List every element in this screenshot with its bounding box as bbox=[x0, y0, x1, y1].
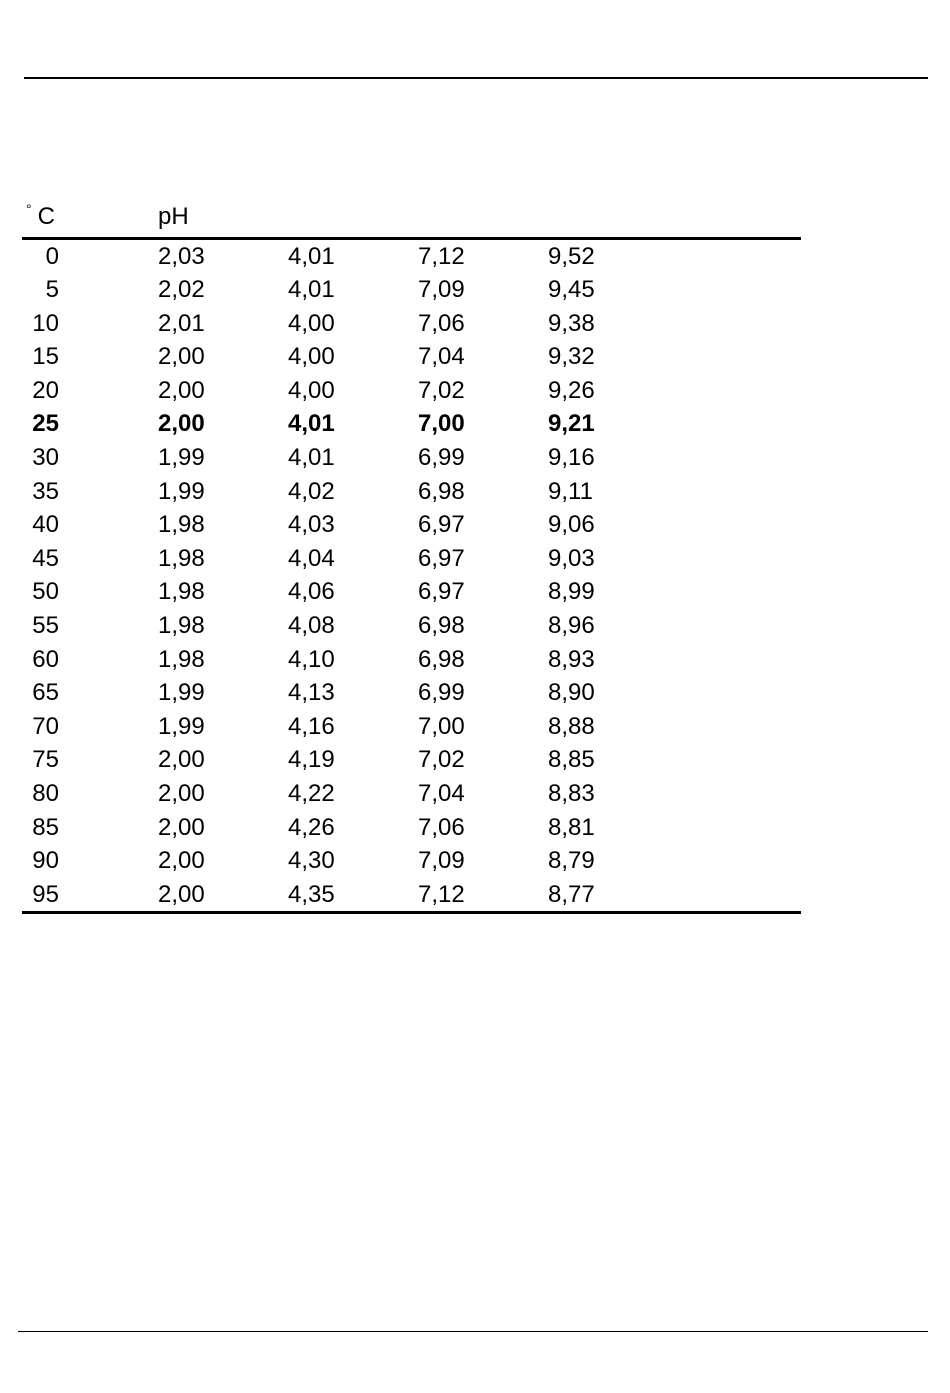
ph-buffer-4-cell: 4,00 bbox=[288, 343, 335, 371]
ph-buffer-9-cell: 8,81 bbox=[548, 813, 595, 841]
ph-buffer-4-cell: 4,00 bbox=[288, 376, 335, 404]
empty-header-cell bbox=[418, 201, 548, 238]
ph-buffer-4-cell: 4,35 bbox=[288, 878, 418, 913]
empty-cell bbox=[678, 238, 801, 273]
ph-buffer-7-cell: 6,98 bbox=[418, 645, 465, 673]
temperature-cell: 80 bbox=[32, 780, 59, 807]
empty-cell bbox=[678, 374, 801, 408]
empty-cell bbox=[678, 407, 801, 441]
temperature-cell: 20 bbox=[32, 376, 59, 404]
ph-buffer-7-cell: 7,04 bbox=[418, 780, 465, 807]
table-row bbox=[22, 508, 801, 542]
ph-buffer-9-cell: 9,21 bbox=[548, 410, 595, 438]
ph-buffer-9-cell: 9,45 bbox=[548, 276, 595, 304]
table-row bbox=[22, 643, 801, 677]
ph-buffer-2-cell: 2,00 bbox=[158, 780, 205, 807]
degree-symbol: ° bbox=[26, 200, 32, 217]
table-row bbox=[22, 238, 801, 273]
ph-buffer-9-cell: 9,52 bbox=[548, 242, 595, 270]
table-row bbox=[22, 676, 801, 710]
ph-buffer-4-cell: 4,01 bbox=[288, 242, 335, 270]
ph-buffer-4-cell: 4,13 bbox=[288, 679, 335, 707]
table-row bbox=[22, 475, 801, 509]
ph-buffer-2-cell: 1,99 bbox=[158, 444, 205, 472]
temperature-cell: 90 bbox=[32, 847, 59, 875]
ph-buffer-4-cell: 4,01 bbox=[288, 276, 335, 304]
temperature-cell: 25 bbox=[32, 410, 59, 438]
table-row bbox=[22, 374, 801, 408]
ph-buffer-2-cell: 1,99 bbox=[158, 712, 205, 740]
ph-buffer-7-cell: 6,97 bbox=[418, 544, 465, 572]
temperature-cell: 45 bbox=[32, 544, 59, 572]
empty-cell bbox=[678, 777, 801, 811]
ph-buffer-7-cell: 6,99 bbox=[418, 679, 465, 707]
temperature-cell: 70 bbox=[32, 712, 59, 740]
table-row bbox=[22, 575, 801, 609]
ph-buffer-4-cell: 4,22 bbox=[288, 780, 335, 807]
temperature-unit: C bbox=[37, 202, 55, 230]
ph-buffer-2-cell: 1,98 bbox=[158, 612, 205, 640]
ph-buffer-2-cell: 2,01 bbox=[158, 309, 205, 337]
temperature-cell: 75 bbox=[32, 746, 59, 774]
ph-buffer-9-cell: 8,83 bbox=[548, 780, 595, 807]
ph-buffer-7-cell: 6,97 bbox=[418, 578, 465, 606]
empty-cell bbox=[678, 844, 801, 878]
table-row bbox=[22, 542, 801, 576]
table-row bbox=[22, 811, 801, 845]
temperature-cell: 10 bbox=[32, 309, 59, 337]
ph-buffer-9-cell: 8,96 bbox=[548, 612, 595, 640]
ph-buffer-7-cell: 6,98 bbox=[418, 612, 465, 640]
temperature-cell: 50 bbox=[32, 578, 59, 606]
table-row bbox=[22, 777, 801, 811]
ph-buffer-9-cell: 8,90 bbox=[548, 679, 595, 707]
temperature-cell: 60 bbox=[32, 645, 59, 673]
ph-buffer-2-cell: 2,00 bbox=[158, 376, 205, 404]
table-header bbox=[22, 201, 801, 238]
ph-buffer-2-cell: 1,98 bbox=[158, 511, 205, 539]
ph-buffer-4-cell: 4,16 bbox=[288, 712, 335, 740]
empty-cell bbox=[678, 710, 801, 744]
table-row bbox=[22, 878, 801, 913]
table-row-reference-temperature bbox=[22, 407, 801, 441]
temperature-cell: 0 bbox=[45, 242, 59, 270]
ph-buffer-2-cell: 2,00 bbox=[158, 847, 205, 875]
ph-buffer-7-cell: 7,09 bbox=[418, 276, 465, 304]
ph-buffer-2-cell: 2,00 bbox=[158, 878, 288, 913]
ph-buffer-2-cell: 1,99 bbox=[158, 477, 205, 505]
table-header-row bbox=[22, 201, 801, 238]
ph-buffer-2-cell: 1,98 bbox=[158, 544, 205, 572]
ph-buffer-4-cell: 4,08 bbox=[288, 612, 335, 640]
ph-buffer-4-cell: 4,10 bbox=[288, 645, 335, 673]
ph-buffer-7-cell: 7,00 bbox=[418, 712, 465, 740]
ph-buffer-4-cell: 4,04 bbox=[288, 544, 335, 572]
table-row bbox=[22, 340, 801, 374]
ph-buffer-2-cell: 1,98 bbox=[158, 645, 205, 673]
ph-buffer-9-cell: 8,93 bbox=[548, 645, 595, 673]
page-footer-rule bbox=[18, 1331, 928, 1332]
ph-buffer-9-cell: 8,77 bbox=[548, 878, 678, 913]
ph-buffer-2-cell: 1,98 bbox=[158, 578, 205, 606]
ph-buffer-7-cell: 6,97 bbox=[418, 511, 465, 539]
ph-buffer-7-cell: 7,12 bbox=[418, 878, 548, 913]
ph-buffer-2-cell: 2,00 bbox=[158, 410, 205, 438]
temperature-cell: 95 bbox=[22, 878, 158, 913]
empty-cell bbox=[678, 743, 801, 777]
table-row bbox=[22, 710, 801, 744]
ph-buffer-9-cell: 9,11 bbox=[548, 477, 593, 505]
empty-cell bbox=[678, 508, 801, 542]
ph-buffer-4-cell: 4,02 bbox=[288, 477, 335, 505]
temperature-cell: 30 bbox=[32, 444, 59, 472]
ph-buffer-9-cell: 9,26 bbox=[548, 376, 595, 404]
ph-buffer-2-cell: 2,03 bbox=[158, 242, 205, 270]
ph-buffer-7-cell: 7,12 bbox=[418, 242, 465, 270]
ph-column-header: pH bbox=[158, 201, 288, 238]
empty-header-cell bbox=[548, 201, 678, 238]
ph-buffer-4-cell: 4,00 bbox=[288, 309, 335, 337]
ph-buffer-4-cell: 4,03 bbox=[288, 511, 335, 539]
table-row bbox=[22, 441, 801, 475]
ph-buffer-2-cell: 2,02 bbox=[158, 276, 205, 304]
table-row bbox=[22, 743, 801, 777]
empty-cell bbox=[678, 575, 801, 609]
empty-cell bbox=[678, 340, 801, 374]
ph-buffer-2-cell: 2,00 bbox=[158, 343, 205, 371]
ph-buffer-2-cell: 2,00 bbox=[158, 813, 205, 841]
temperature-cell: 55 bbox=[32, 612, 59, 640]
ph-buffer-2-cell: 2,00 bbox=[158, 746, 205, 774]
ph-buffer-7-cell: 7,00 bbox=[418, 410, 465, 438]
page-header-rule bbox=[24, 77, 928, 79]
ph-temperature-table-container bbox=[22, 201, 801, 914]
table-row bbox=[22, 844, 801, 878]
ph-buffer-9-cell: 9,16 bbox=[548, 444, 595, 472]
ph-buffer-7-cell: 6,99 bbox=[418, 444, 465, 472]
table-row bbox=[22, 609, 801, 643]
ph-buffer-9-cell: 9,03 bbox=[548, 544, 595, 572]
ph-buffer-9-cell: 8,85 bbox=[548, 746, 595, 774]
empty-cell bbox=[678, 475, 801, 509]
ph-buffer-4-cell: 4,01 bbox=[288, 444, 335, 472]
temperature-cell: 15 bbox=[32, 343, 59, 371]
ph-buffer-9-cell: 9,38 bbox=[548, 309, 595, 337]
empty-cell bbox=[678, 307, 801, 341]
temperature-cell: 5 bbox=[45, 276, 59, 304]
table-body bbox=[22, 238, 801, 913]
ph-buffer-9-cell: 8,88 bbox=[548, 712, 595, 740]
ph-buffer-4-cell: 4,19 bbox=[288, 746, 335, 774]
ph-buffer-7-cell: 7,02 bbox=[418, 376, 465, 404]
temperature-cell: 40 bbox=[32, 511, 59, 539]
ph-buffer-9-cell: 9,32 bbox=[548, 343, 595, 371]
ph-buffer-9-cell: 8,79 bbox=[548, 847, 595, 875]
ph-buffer-7-cell: 7,09 bbox=[418, 847, 465, 875]
ph-temperature-table bbox=[22, 201, 801, 914]
ph-buffer-9-cell: 8,99 bbox=[548, 578, 595, 606]
empty-cell bbox=[678, 878, 801, 913]
empty-header-cell bbox=[288, 201, 418, 238]
empty-cell bbox=[678, 676, 801, 710]
empty-cell bbox=[678, 542, 801, 576]
empty-header-cell bbox=[678, 201, 801, 238]
temperature-cell: 35 bbox=[32, 477, 59, 505]
empty-cell bbox=[678, 643, 801, 677]
ph-buffer-4-cell: 4,06 bbox=[288, 578, 335, 606]
table-row bbox=[22, 273, 801, 307]
temperature-cell: 65 bbox=[32, 679, 59, 707]
ph-buffer-4-cell: 4,26 bbox=[288, 813, 335, 841]
ph-buffer-2-cell: 1,99 bbox=[158, 679, 205, 707]
ph-buffer-7-cell: 6,98 bbox=[418, 477, 465, 505]
ph-buffer-9-cell: 9,06 bbox=[548, 511, 595, 539]
ph-buffer-4-cell: 4,30 bbox=[288, 847, 335, 875]
empty-cell bbox=[678, 441, 801, 475]
temperature-cell: 85 bbox=[32, 813, 59, 841]
ph-buffer-7-cell: 7,02 bbox=[418, 746, 465, 774]
ph-buffer-4-cell: 4,01 bbox=[288, 410, 335, 438]
empty-cell bbox=[678, 609, 801, 643]
empty-cell bbox=[678, 273, 801, 307]
empty-cell bbox=[678, 811, 801, 845]
temperature-column-header bbox=[22, 201, 158, 238]
table-row bbox=[22, 307, 801, 341]
ph-buffer-7-cell: 7,06 bbox=[418, 813, 465, 841]
ph-buffer-7-cell: 7,04 bbox=[418, 343, 465, 371]
ph-buffer-7-cell: 7,06 bbox=[418, 309, 465, 337]
